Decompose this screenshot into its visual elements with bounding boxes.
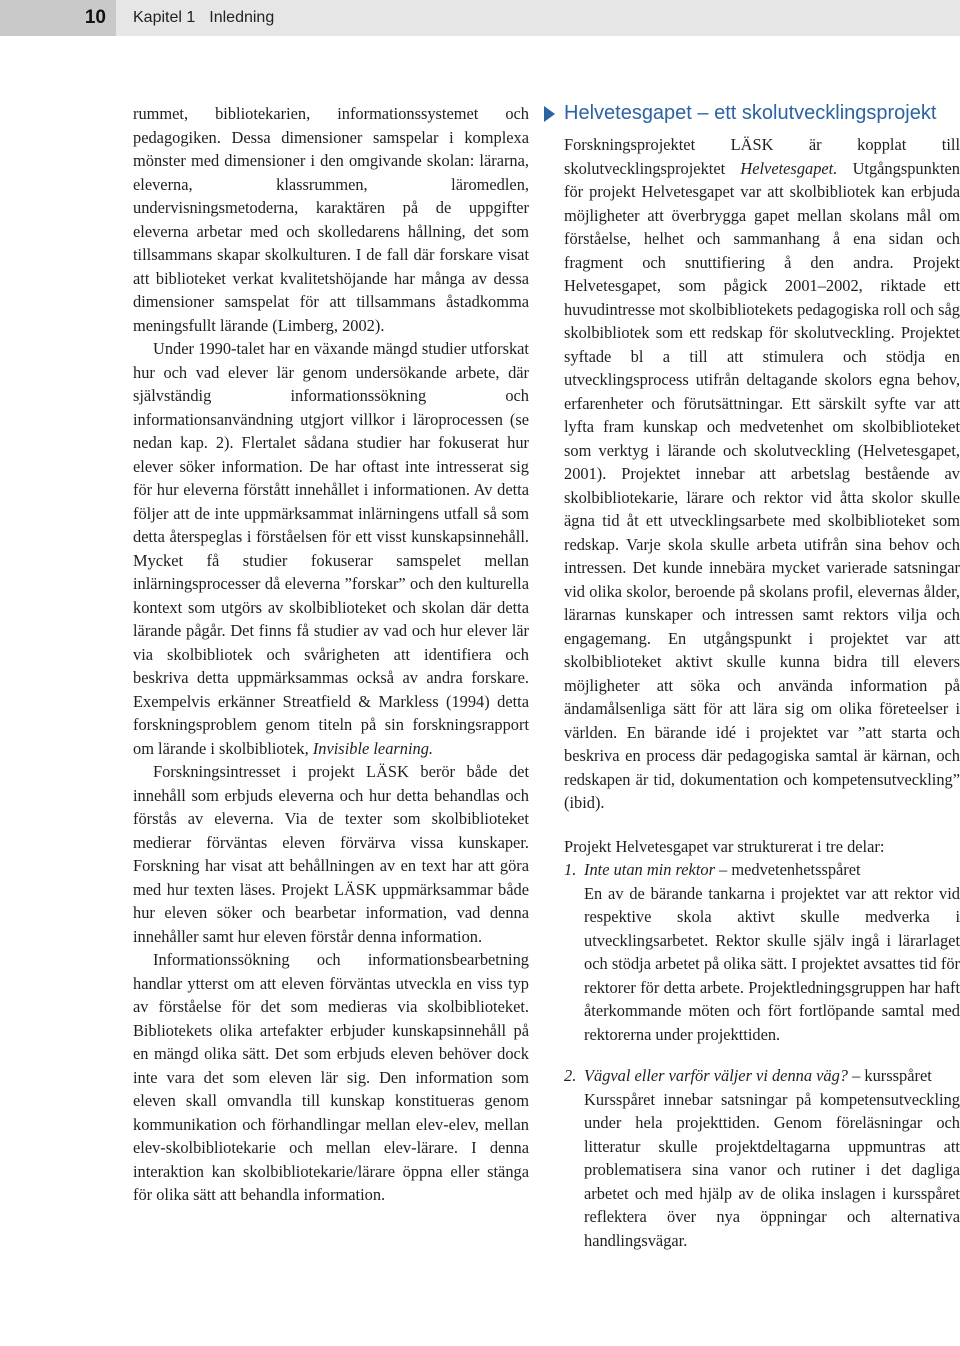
list-item-heading [564, 1064, 960, 1088]
page-header [0, 0, 960, 36]
left-column [133, 102, 529, 1207]
section-heading [542, 102, 938, 125]
list-item-subtitle: – medvetenhetsspåret [714, 860, 861, 879]
running-header [116, 0, 960, 36]
paragraph-text: Utgångspunkten för projekt Helvetesgapet var att skolbibliotek kan erbjuda möjligheter att överbrygga gapet mellan skolans mål om förståelse, helhet och sammanhang å ena sidan och fragment och snuttifiering å den andra. Projekt Helvetesgapet, som pågick 2001–2002, riktade ett huvudintresse mot skolbibliotekets pedagogiska roll och såg skolbibliotek som ett redskap för skolutveckling. Projektet syftade bl a till att stimulera och stödja en utvecklingsprocess utifrån deltagande skolors egna behov, erfarenheter och förutsättningar. Ett särskilt syfte var att lyfta fram kunskap och medvetenhet om skolbiblioteket som verktyg i lärande och skolutveckling (Helvetesgapet, 2001). Projektet innebar att arbetslag bestående av skolbibliotekarie, lärare och rektor vid åtta skolor skulle ägna tid åt ett utvecklingsarbete med skolbiblioteket som redskap. Varje skola skulle arbeta utifrån sina behov och intressen. Det kunde innebära mycket varierade satsningar vid olika skolor, beroende på skolans profil, elevernas ålder, lärarnas kunskaper och intressen samt rektors vilja och engagemang. En utgångspunkt i projektet var att skolbiblioteket aktivt skulle kunna bidra till elevers möjligheter att söka och använda information på ändamålsenliga sätt för att lära sig om olika företeelser i världen. En bärande idé i projektet var ”att starta och beskriva en process där pedagogiska samtal är kärnan, och redskapen är tid, dokumentation och kompetensutveckling” (ibid). [564, 158, 960, 812]
paragraph-text: Forskningsprojektet LÄSK är kopplat till skolutvecklingsprojektet [564, 135, 960, 178]
chapter-title: Inledning [209, 9, 275, 26]
page-number: 10 [0, 0, 116, 36]
list-intro: Projekt Helvetesgapet var strukturerat i tre delar: [564, 836, 885, 856]
triangle-bullet-icon [544, 106, 555, 122]
section-heading-text: Helvetesgapet – ett skolutvecklingsprojekt [564, 102, 937, 124]
chapter-label: Kapitel 1 [133, 9, 196, 26]
book-title: Invisible learning. [312, 738, 434, 758]
paragraph [564, 133, 960, 815]
list-item-heading [564, 858, 960, 882]
list-item-title: Inte utan min rektor [584, 860, 715, 879]
paragraph [133, 337, 529, 760]
list-item [564, 858, 960, 1046]
list-item-body: Kursspåret innebar satsningar på kompetensutveckling under hela projekttiden. Genom föreläsningar och litteratur skulle projektdeltagarna uppmuntras att problematisera sina vanor och rutiner i det dagliga arbetet och med hjälp av de olika inslagen i kursspåret reflektera över nya öppningar och alternativa handlingsvägar. [584, 1089, 960, 1250]
list-item-body: En av de bärande tankarna i projektet var att rektor vid respektive skola aktivt skulle medverka i utvecklingsarbetet. Rektor skulle själv ingå i lärarlaget och stödja arbetet på olika sätt. I projektet avsattes tid för rektorer för detta arbete. Projektledningsgruppen har haft återkommande möten och fört fortlöpande samtal med rektorerna under projekttiden. [584, 883, 960, 1044]
list-number: 1. [564, 860, 577, 879]
paragraph-text: Under 1990-talet har en växande mängd studier utforskat hur och vad elever lär genom undersökande arbete, där självständig informationssökning och informationsanvändning utgjort villkor i läroprocessen (se nedan kap. 2). Flertalet sådana studier har fokuserat hur elever söker information. De har oftast inte intresserat sig för hur eleverna förstått innehållet i informationen. Av detta följer att de inte uppmärksammat inlärningens utfall så som detta återspeglas i förståelsen för ett visst kunskapsinnehåll. Mycket få studier fokuserar samspelet mellan inlärningsprocesser då eleverna ”forskar” och den kulturella kontext som utgörs av skolbiblioteket och skolan där detta lärande pågår. Det finns få studier av vad och hur elever lär via skolbibliotek och svårigheten att identifiera och beskriva detta uppmärksammas också av andra forskare. Exempelvis erkänner Streatfield & Markless (1994) detta forskningsproblem genom titeln på sin forskningsrapport om lärande i skolbibliotek, [133, 339, 529, 758]
list-item-title: Vägval eller varför väljer vi denna väg? [584, 1066, 849, 1085]
project-name: Helvetesgapet. [740, 158, 838, 178]
list-item-subtitle: – kursspåret [848, 1066, 932, 1085]
paragraph: rummet, bibliotekarien, informationssystemet och pedagogiken. Dessa dimensioner samspelar i komplexa mönster med dimensioner i den omgivande skolan: lärarna, eleverna, klassrummen, läromedlen, undervisningsmetoderna, karaktären på de uppgifter eleverna arbetar med och skolledarens hållning, det som tillsammans skapar skolkulturen. I de fall där forskare visat att biblioteket verkat kvalitetshöjande har många av dessa dimensioner samspelat för att tillsammans åstadkomma meningsfullt lärande (Limberg, 2002). [133, 104, 529, 335]
right-column [564, 102, 960, 1252]
list-number: 2. [564, 1066, 577, 1085]
paragraph: Forskningsintresset i projekt LÄSK berör både det innehåll som erbjuds eleverna och hur detta behandlas och förstås av eleverna. Via de texter som skolbiblioteket medierar förväntas eleven förvärva vissa kunskaper. Forskning har visat att behållningen av en text har att göra med hur texten läses. Projekt LÄSK uppmärksammar både hur eleven söker och bearbetar information, vad denna innehåller samt hur eleven förstår denna information. [133, 762, 529, 946]
paragraph: Informationssökning och informationsbearbetning handlar ytterst om att eleven förväntas utveckla en viss typ av förståelse för det som medieras via skolbiblioteket. Bibliotekets olika artefakter erbjuder kunskapsinnehåll på en mängd olika sätt. Det som erbjuds eleven behöver dock inte vara det som eleven lär sig. Den information som eleven skall omvandla till kunskap konstitueras genom kommunikation och förhandlingar mellan elev-elev, mellan elev-skolbibliotekarie och mellan elev-lärare. I denna interaktion kan skolbibliotekarie/lärare öppna eller stänga för olika sätt att behandla information. [133, 950, 529, 1204]
list-item [564, 1064, 960, 1252]
